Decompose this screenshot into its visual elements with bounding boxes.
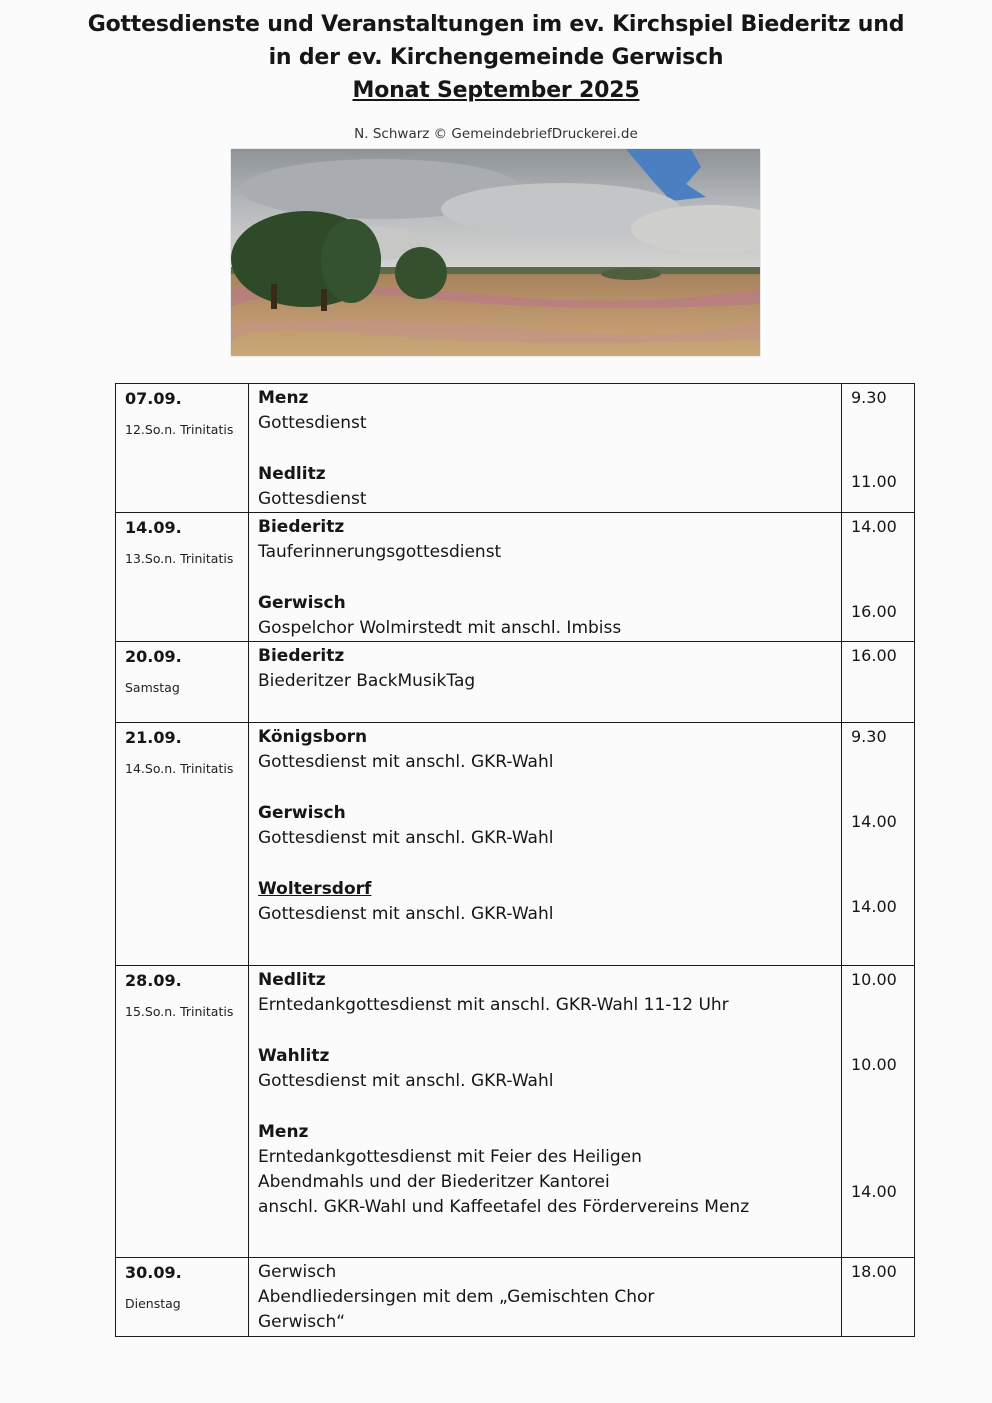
- event-description: Gospelchor Wolmirstedt mit anschl. Imbiss: [258, 618, 622, 638]
- schedule-row: [116, 642, 915, 723]
- event-description: Gottesdienst: [258, 413, 367, 433]
- event-description: Gottesdienst mit anschl. GKR-Wahl: [258, 904, 554, 924]
- time-cell: [842, 513, 915, 642]
- event-time: 10.00: [851, 970, 897, 989]
- event-entry: [249, 460, 841, 512]
- date-cell: [116, 723, 249, 966]
- event-cell: [249, 384, 842, 513]
- heath-landscape-photo: [231, 149, 760, 356]
- time-cell: [842, 723, 915, 966]
- event-time: 14.00: [851, 812, 897, 831]
- schedule-row: [116, 513, 915, 642]
- event-location: Wahlitz: [258, 1046, 330, 1066]
- event-description: Erntedankgottesdienst mit Feier des Heiligen: [258, 1147, 642, 1167]
- event-cell: [249, 723, 842, 966]
- event-entry: [249, 513, 841, 565]
- time-cell: [842, 642, 915, 723]
- event-entry: [249, 723, 841, 775]
- heading-month: Monat September 2025: [352, 78, 640, 103]
- day-label: 12.So.n. Trinitatis: [125, 422, 234, 437]
- event-cell: [249, 642, 842, 723]
- event-cell: [249, 966, 842, 1258]
- event-description: anschl. GKR-Wahl und Kaffeetafel des Fördervereins Menz: [258, 1197, 750, 1217]
- schedule-row: [116, 723, 915, 966]
- photo-credit: N. Schwarz © GemeindebriefDruckerei.de: [354, 126, 638, 142]
- event-entry: [249, 384, 841, 436]
- event-description: Erntedankgottesdienst mit anschl. GKR-Wahl 11-12 Uhr: [258, 995, 729, 1015]
- time-cell: [842, 966, 915, 1258]
- heading-line-1: Gottesdienste und Veranstaltungen im ev. Kirchspiel Biederitz und: [87, 12, 905, 37]
- date-cell: [116, 966, 249, 1258]
- event-location: Woltersdorf: [258, 879, 372, 899]
- event-location: Biederitz: [258, 517, 345, 537]
- event-time: 14.00: [851, 517, 897, 536]
- event-description: Gerwisch“: [258, 1312, 346, 1332]
- schedule-row: [116, 1258, 915, 1337]
- page-heading: [0, 8, 992, 107]
- day-label: 15.So.n. Trinitatis: [125, 1004, 234, 1019]
- event-date: 14.09.: [125, 518, 182, 537]
- time-cell: [842, 1258, 915, 1337]
- event-date: 28.09.: [125, 971, 182, 990]
- event-date: 30.09.: [125, 1263, 182, 1282]
- event-location: Menz: [258, 388, 309, 408]
- day-label: Dienstag: [125, 1296, 181, 1311]
- event-entry: [249, 642, 841, 694]
- event-time: 9.30: [851, 727, 887, 746]
- event-entry: [249, 966, 841, 1018]
- event-time: 9.30: [851, 388, 887, 407]
- schedule-table: [115, 383, 915, 1337]
- date-cell: [116, 642, 249, 723]
- event-description: Gottesdienst: [258, 489, 367, 509]
- event-cell: [249, 513, 842, 642]
- event-cell: [249, 1258, 842, 1337]
- time-cell: [842, 384, 915, 513]
- event-time: 18.00: [851, 1262, 897, 1281]
- event-location: Gerwisch: [258, 1262, 337, 1282]
- event-time: 10.00: [851, 1055, 897, 1074]
- heading-line-2: in der ev. Kirchengemeinde Gerwisch: [268, 45, 724, 70]
- event-location: Nedlitz: [258, 970, 326, 990]
- event-time: 16.00: [851, 602, 897, 621]
- schedule-row: [116, 966, 915, 1258]
- date-cell: [116, 513, 249, 642]
- event-location: Biederitz: [258, 646, 345, 666]
- date-cell: [116, 384, 249, 513]
- event-time: 14.00: [851, 897, 897, 916]
- date-cell: [116, 1258, 249, 1337]
- event-date: 21.09.: [125, 728, 182, 747]
- event-location: Gerwisch: [258, 803, 346, 823]
- event-description: Gottesdienst mit anschl. GKR-Wahl: [258, 752, 554, 772]
- event-time: 14.00: [851, 1182, 897, 1201]
- event-date: 07.09.: [125, 389, 182, 408]
- event-description: Abendmahls und der Biederitzer Kantorei: [258, 1172, 610, 1192]
- event-time: 16.00: [851, 646, 897, 665]
- event-entry: [249, 1118, 841, 1220]
- event-entry: [249, 1042, 841, 1094]
- event-description: Gottesdienst mit anschl. GKR-Wahl: [258, 828, 554, 848]
- event-time: 11.00: [851, 472, 897, 491]
- event-location: Nedlitz: [258, 464, 326, 484]
- event-entry: [249, 799, 841, 851]
- day-label: 13.So.n. Trinitatis: [125, 551, 234, 566]
- event-date: 20.09.: [125, 647, 182, 666]
- event-location: Königsborn: [258, 727, 368, 747]
- event-location: Gerwisch: [258, 593, 346, 613]
- day-label: 14.So.n. Trinitatis: [125, 761, 234, 776]
- event-location: Menz: [258, 1122, 309, 1142]
- event-description: Gottesdienst mit anschl. GKR-Wahl: [258, 1071, 554, 1091]
- schedule-row: [116, 384, 915, 513]
- event-description: Biederitzer BackMusikTag: [258, 671, 476, 691]
- event-entry: [249, 875, 841, 927]
- event-entry: [249, 589, 841, 641]
- day-label: Samstag: [125, 680, 180, 695]
- event-description: Abendliedersingen mit dem „Gemischten Chor: [258, 1287, 655, 1307]
- event-entry: [249, 1258, 841, 1335]
- event-description: Tauferinnerungsgottesdienst: [258, 542, 502, 562]
